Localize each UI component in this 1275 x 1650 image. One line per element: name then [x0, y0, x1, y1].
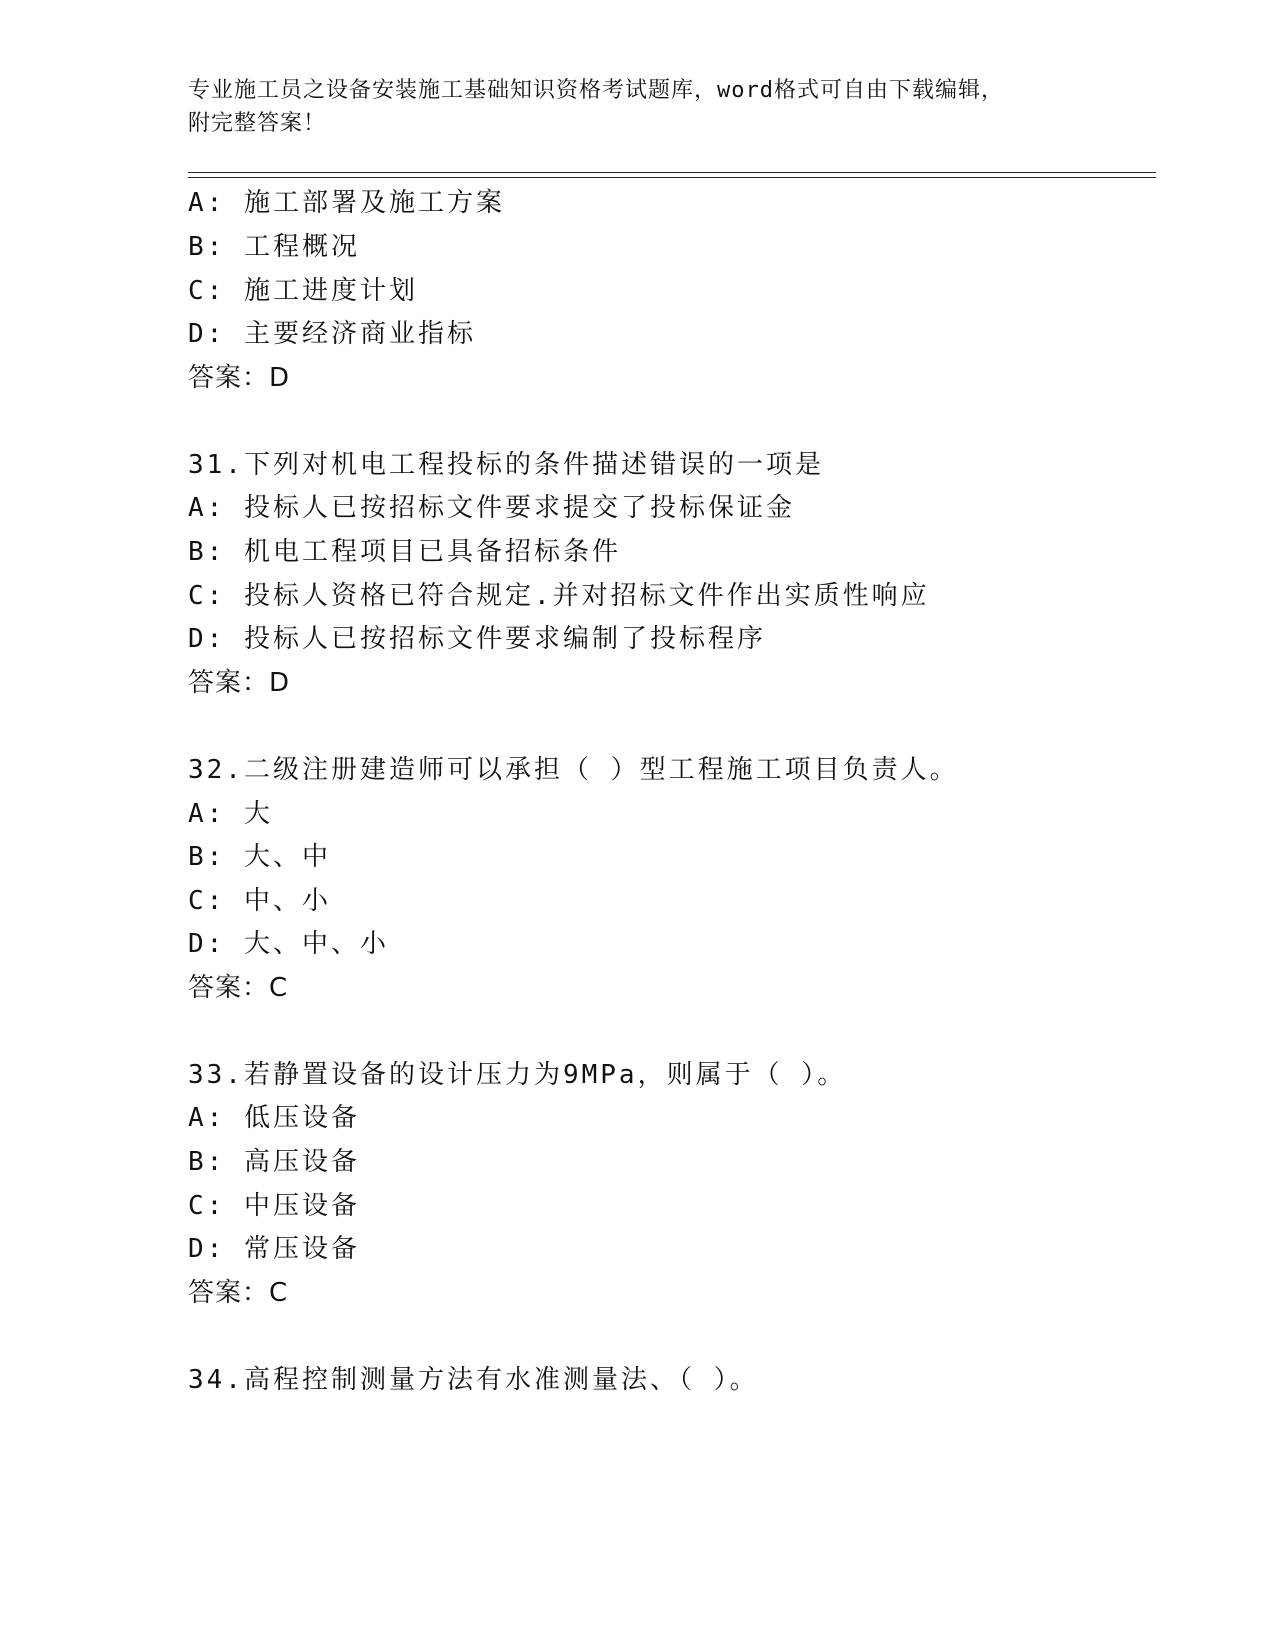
option-d: D: 常压设备	[188, 1234, 360, 1264]
question-stem: 33.若静置设备的设计压力为9MPa，则属于（ ）。	[188, 1060, 847, 1090]
option-a: A: 投标人已按招标文件要求提交了投标保证金	[188, 493, 795, 523]
option-a: A: 低压设备	[188, 1103, 360, 1133]
header-line-1: 专业施工员之设备安装施工基础知识资格考试题库，word格式可自由下载编辑，	[188, 78, 1004, 103]
question-stem: 32.二级注册建造师可以承担（ ）型工程施工项目负责人。	[188, 755, 959, 785]
option-a: A: 大	[188, 799, 273, 829]
option-d: D: 主要经济商业指标	[188, 319, 476, 349]
option-a: A: 施工部署及施工方案	[188, 188, 505, 218]
option-c: C: 投标人资格已符合规定.并对招标文件作出实质性响应	[188, 581, 930, 611]
option-b: B: 机电工程项目已具备招标条件	[188, 537, 621, 567]
option-c: C: 施工进度计划	[188, 276, 418, 306]
document-header	[188, 74, 1088, 140]
option-b: B: 大、中	[188, 842, 331, 872]
option-d: D: 大、中、小	[188, 929, 389, 959]
question-stem: 34.高程控制测量方法有水准测量法、（ ）。	[188, 1365, 759, 1395]
header-line-2: 附完整答案！	[188, 111, 327, 136]
answer-line: 答案：D	[188, 668, 291, 698]
option-c: C: 中、小	[188, 886, 331, 916]
answer-line: 答案：C	[188, 1278, 289, 1308]
option-d: D: 投标人已按招标文件要求编制了投标程序	[188, 624, 766, 654]
answer-line: 答案：D	[188, 363, 291, 393]
header-divider-top	[188, 172, 1156, 173]
header-divider-bottom	[188, 177, 1156, 178]
option-b: B: 工程概况	[188, 232, 360, 262]
question-stem: 31.下列对机电工程投标的条件描述错误的一项是	[188, 450, 824, 480]
option-b: B: 高压设备	[188, 1147, 360, 1177]
option-c: C: 中压设备	[188, 1191, 360, 1221]
answer-line: 答案：C	[188, 973, 289, 1003]
